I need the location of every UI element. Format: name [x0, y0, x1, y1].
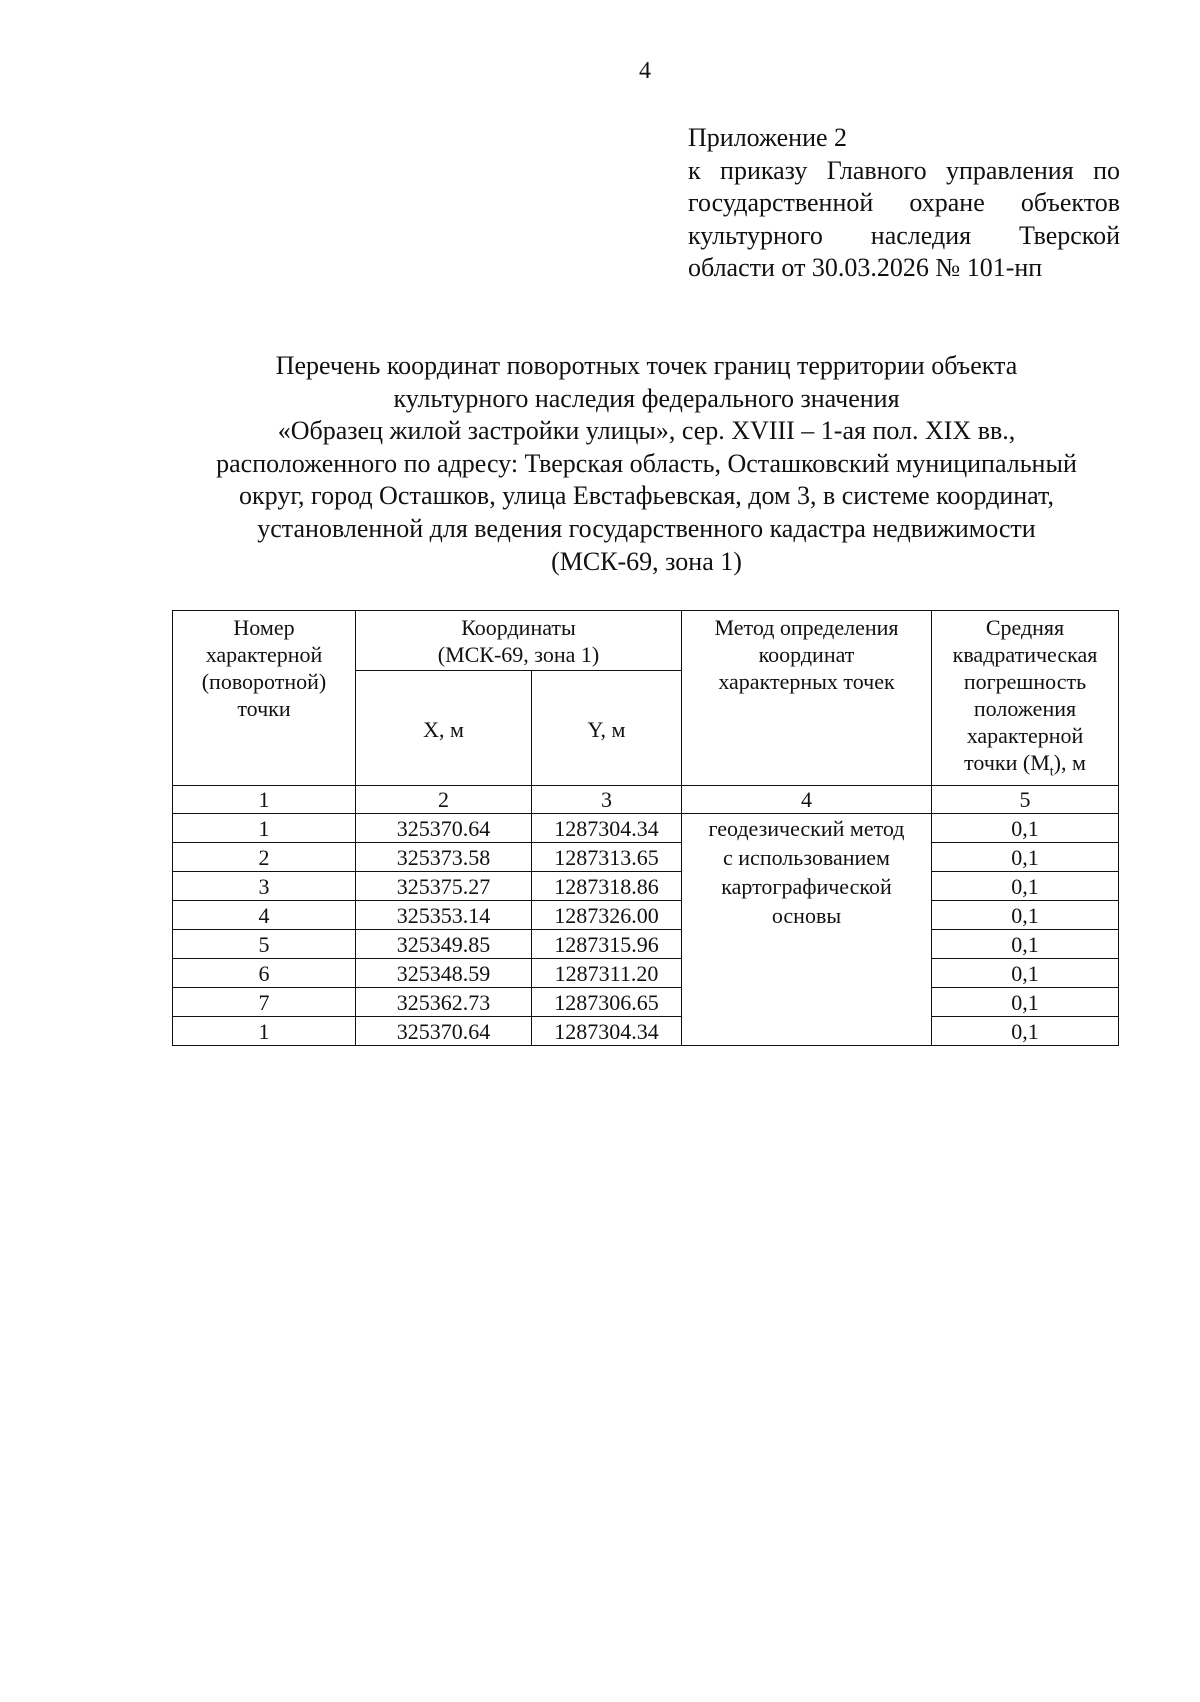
- error-value: 0,1: [932, 872, 1119, 901]
- annex-header: [688, 122, 1120, 285]
- table-row: [173, 843, 1119, 872]
- error-value: 0,1: [932, 959, 1119, 988]
- annex-line-3: государственной охране объектов: [688, 188, 1120, 217]
- coord-y: 1287304.34: [532, 1017, 682, 1046]
- document-title: [100, 350, 1193, 578]
- method-line-4: основы: [771, 903, 842, 929]
- coord-y: 1287304.34: [532, 814, 682, 843]
- header-error-l3: погрешность: [963, 669, 1087, 694]
- point-number: 1: [173, 814, 356, 843]
- header-error-sub: t: [1049, 764, 1054, 780]
- column-numbers-row: [173, 786, 1119, 814]
- method-line-2: с использованием: [723, 845, 890, 871]
- column-number-4: 4: [682, 786, 932, 814]
- title-line-4: расположенного по адресу: Тверская область, Осташковский муниципальный: [216, 448, 1077, 478]
- title-line-6: установленной для ведения государственного кадастра недвижимости: [257, 513, 1036, 543]
- point-number: 4: [173, 901, 356, 930]
- coord-x: 325370.64: [356, 814, 532, 843]
- header-error: [932, 611, 1119, 786]
- coord-y: 1287318.86: [532, 872, 682, 901]
- table-row: [173, 1017, 1119, 1046]
- header-method-l2: координат: [758, 642, 855, 667]
- header-error-l5: характерной: [966, 723, 1084, 748]
- error-value: 0,1: [932, 843, 1119, 872]
- point-number: 7: [173, 988, 356, 1017]
- annex-line-4: культурного наследия Тверской: [688, 220, 1120, 250]
- coord-y: 1287326.00: [532, 901, 682, 930]
- coord-x: 325373.58: [356, 843, 532, 872]
- coord-x: 325348.59: [356, 959, 532, 988]
- header-x: X, м: [356, 670, 532, 786]
- coord-x: 325370.64: [356, 1017, 532, 1046]
- header-error-l6-text: точки (M: [964, 750, 1050, 775]
- title-line-5: округ, город Осташков, улица Евстафьевская, дом 3, в системе координат,: [239, 481, 1054, 511]
- table-row: [173, 814, 1119, 843]
- annex-line-2: к приказу Главного управления по: [688, 155, 1120, 185]
- column-number-3: 3: [532, 786, 682, 814]
- title-line-3: «Образец жилой застройки улицы», сер. XVIII – 1-ая пол. XIX вв.,: [277, 416, 1016, 446]
- annex-line-1: Приложение 2: [688, 123, 848, 152]
- table-row: [173, 901, 1119, 930]
- point-number: 1: [173, 1017, 356, 1046]
- coord-x: 325349.85: [356, 930, 532, 959]
- coord-y: 1287315.96: [532, 930, 682, 959]
- error-value: 0,1: [932, 930, 1119, 959]
- header-point-number-l3: (поворотной): [201, 669, 327, 694]
- annex-line-5: области от 30.03.2026 № 101-нп: [688, 253, 1043, 282]
- header-method-l3: характерных точек: [718, 669, 895, 694]
- table-row: [173, 959, 1119, 988]
- header-coordinates-l2: (МСК-69, зона 1): [437, 642, 600, 667]
- coord-y: 1287306.65: [532, 988, 682, 1017]
- column-number-2: 2: [356, 786, 532, 814]
- error-value: 0,1: [932, 814, 1119, 843]
- header-error-l4: положения: [973, 696, 1077, 721]
- title-line-1: Перечень координат поворотных точек границ территории объекта: [275, 351, 1018, 380]
- point-number: 3: [173, 872, 356, 901]
- method-cell: [682, 814, 932, 1046]
- table-row: [173, 988, 1119, 1017]
- column-number-1: 1: [173, 786, 356, 814]
- header-error-l6: [936, 749, 1114, 785]
- coord-x: 325362.73: [356, 988, 532, 1017]
- table-row: [173, 872, 1119, 901]
- column-number-5: 5: [932, 786, 1119, 814]
- coord-y: 1287311.20: [532, 959, 682, 988]
- error-value: 0,1: [932, 1017, 1119, 1046]
- method-line-3: картографической: [721, 874, 892, 900]
- header-error-tail: ), м: [1053, 750, 1086, 775]
- header-point-number-l2: характерной: [205, 642, 323, 667]
- title-line-7: (МСК-69, зона 1): [551, 546, 742, 576]
- header-y: Y, м: [532, 670, 682, 786]
- header-coordinates: [356, 611, 682, 671]
- header-coordinates-l1: Координаты: [461, 615, 576, 640]
- point-number: 2: [173, 843, 356, 872]
- error-value: 0,1: [932, 988, 1119, 1017]
- coord-x: 325375.27: [356, 872, 532, 901]
- header-method-l1: Метод определения: [714, 615, 899, 640]
- error-value: 0,1: [932, 901, 1119, 930]
- coordinates-table: [172, 610, 1119, 1046]
- header-point-number-l1: Номер: [233, 615, 295, 640]
- header-point-number: [173, 611, 356, 786]
- header-error-l1: Средняя: [985, 615, 1065, 640]
- title-line-2: культурного наследия федерального значения: [393, 383, 900, 413]
- header-method: [682, 611, 932, 786]
- header-row-1: [173, 611, 1119, 671]
- method-line-1: геодезический метод: [708, 816, 905, 842]
- point-number: 6: [173, 959, 356, 988]
- point-number: 5: [173, 930, 356, 959]
- header-error-l2: квадратическая: [952, 642, 1098, 667]
- coord-y: 1287313.65: [532, 843, 682, 872]
- header-point-number-l4: точки: [237, 696, 291, 721]
- page-number: 4: [639, 58, 651, 84]
- coord-x: 325353.14: [356, 901, 532, 930]
- table-row: [173, 930, 1119, 959]
